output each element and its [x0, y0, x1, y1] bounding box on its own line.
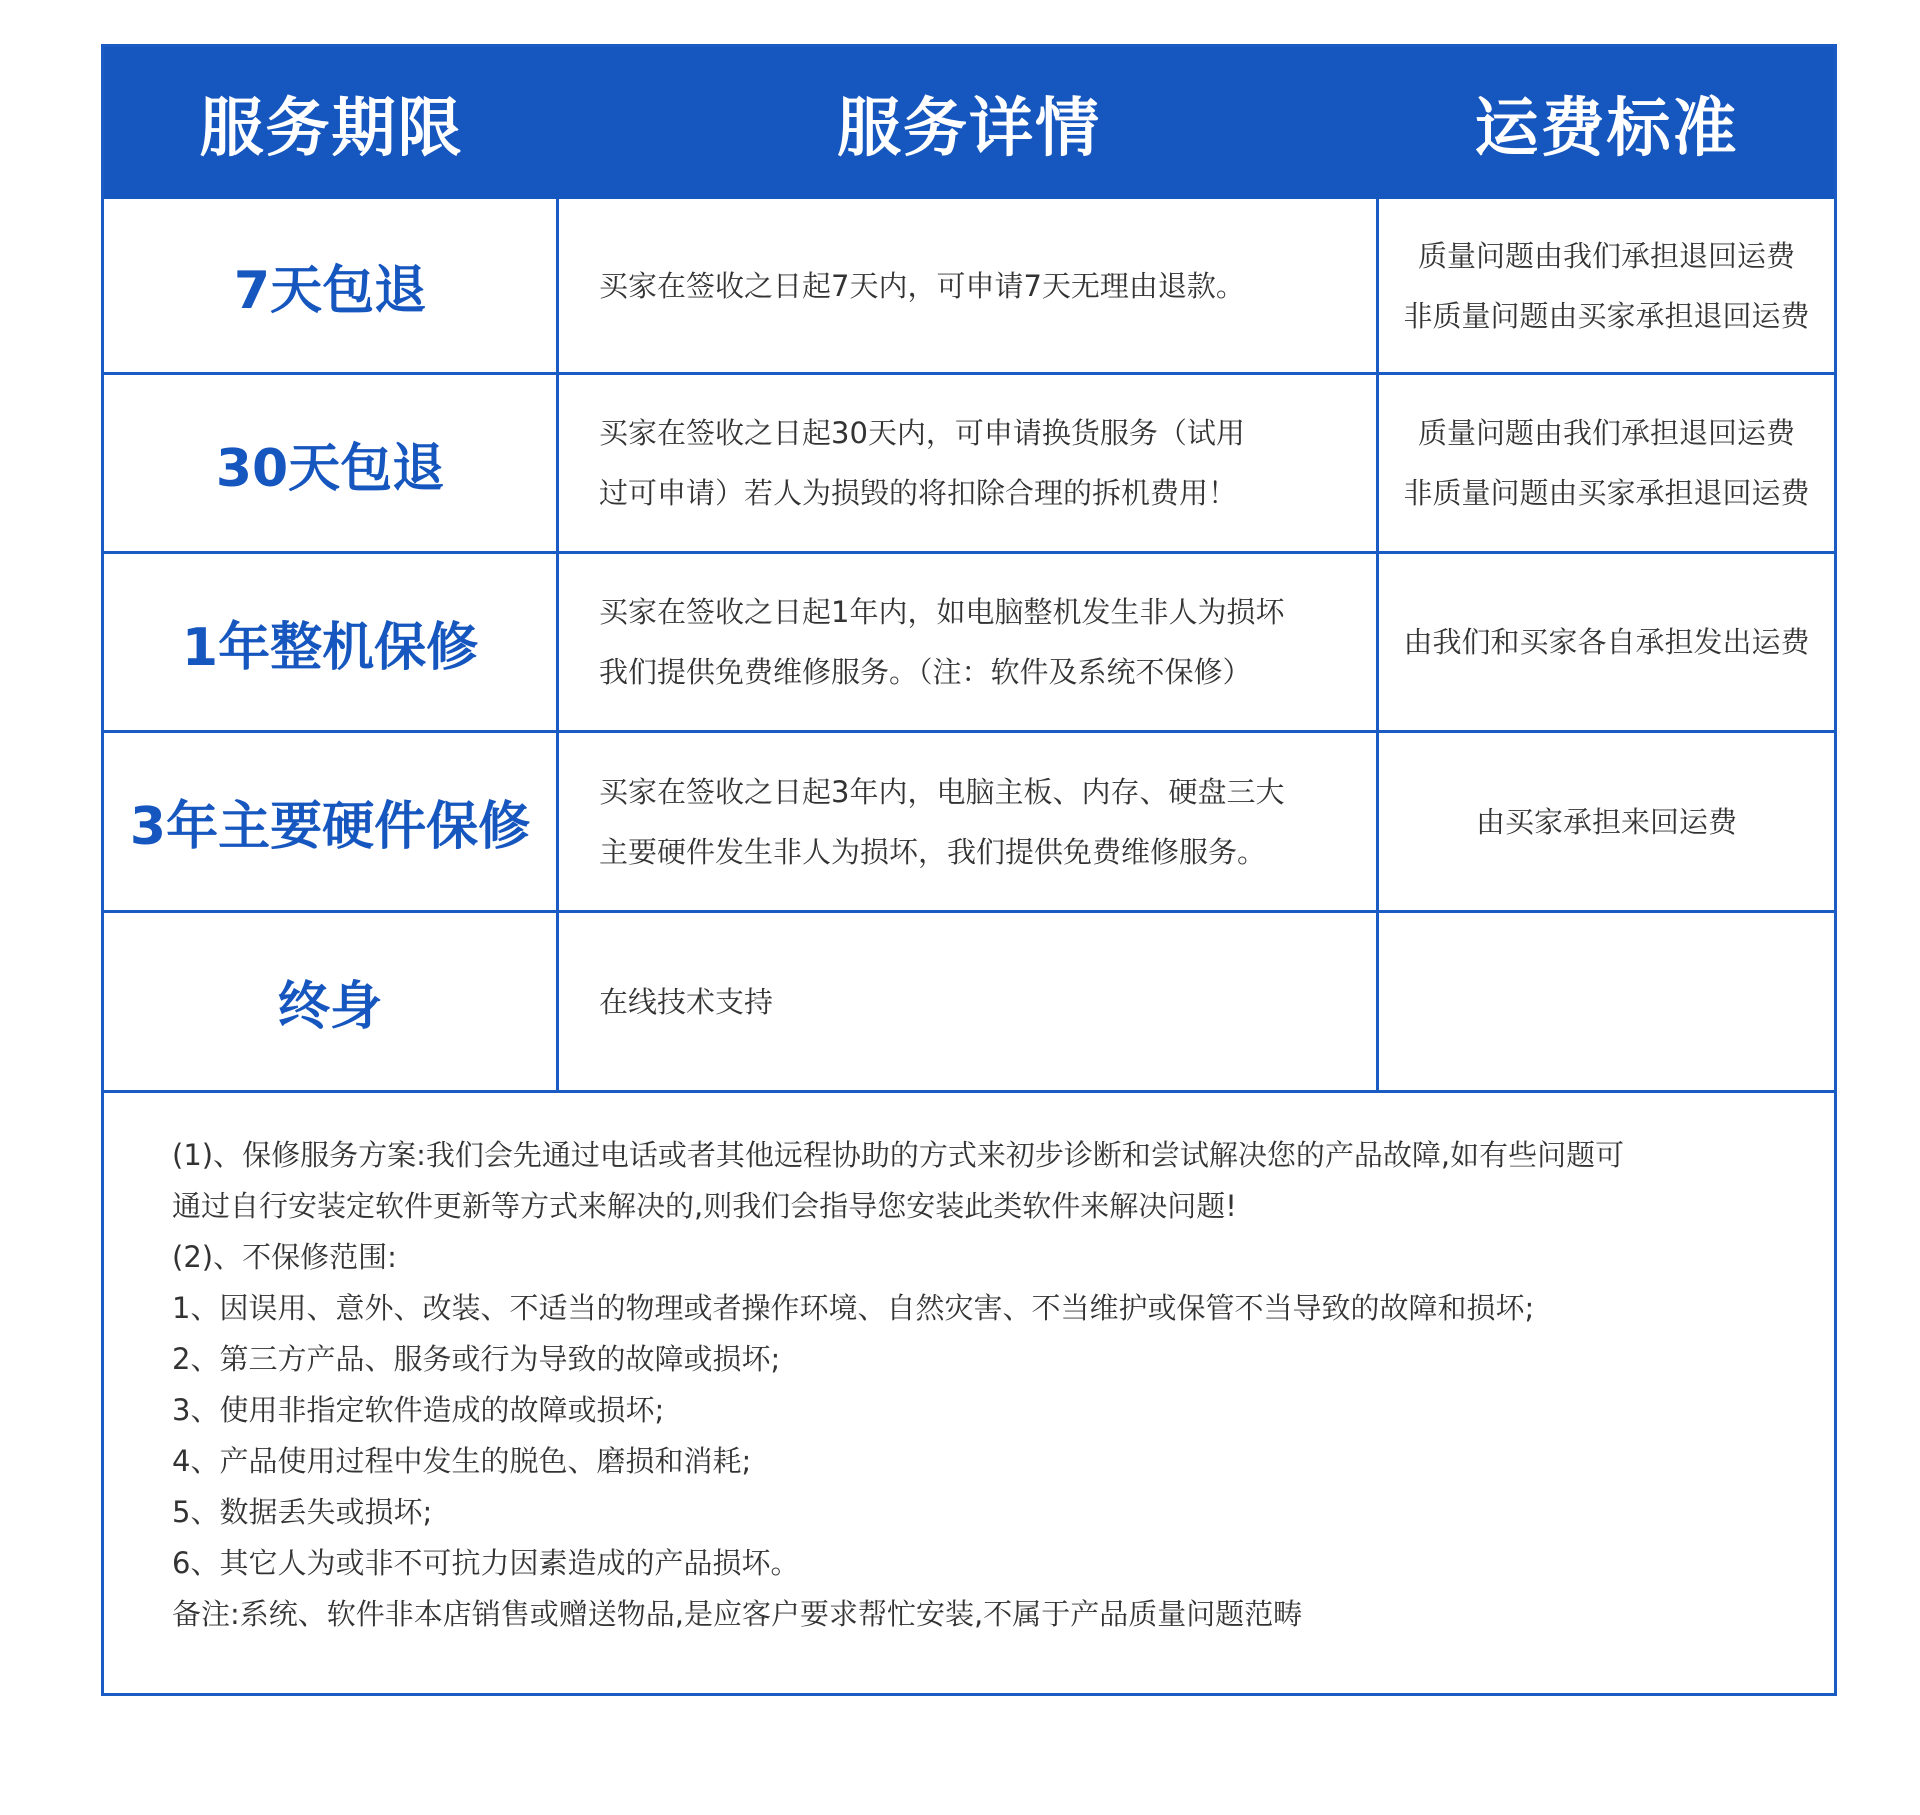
- header-shipping-standard: 运费标准: [1474, 92, 1739, 166]
- note-line: (2)、不保修范围:: [172, 1240, 397, 1274]
- shipping-cell: [1379, 199, 1834, 372]
- table-row-30-day-return: [104, 375, 1834, 554]
- table-row-3-year-hardware-warranty: [104, 733, 1834, 913]
- shipping-line: 非质量问题由买家承担退回运费: [1403, 298, 1810, 333]
- note-line: 备注:系统、软件非本店销售或赠送物品,是应客户要求帮忙安装,不属于产品质量问题范畴: [172, 1597, 1303, 1631]
- detail-line: 我们提供免费维修服务。（注：软件及系统不保修）: [599, 655, 1252, 689]
- detail-cell: [559, 554, 1379, 730]
- note-line: (1)、保修服务方案:我们会先通过电话或者其他远程协助的方式来初步诊断和尝试解决您的产品故障,如有些问题可: [172, 1138, 1625, 1172]
- service-table-panel: [101, 44, 1837, 1696]
- detail-line: 在线技术支持: [599, 984, 774, 1019]
- term-cell: 30天包退: [104, 375, 559, 551]
- term-cell: 终身: [104, 913, 559, 1090]
- detail-line: 过可申请）若人为损毁的将扣除合理的拆机费用！: [599, 476, 1238, 510]
- shipping-line: 由买家承担来回运费: [1475, 804, 1737, 839]
- detail-cell: [559, 375, 1379, 551]
- table-body: [104, 199, 1834, 1093]
- shipping-cell: [1379, 375, 1834, 551]
- table-header: [104, 47, 1834, 199]
- note-line: 3、使用非指定软件造成的故障或损坏;: [172, 1393, 665, 1427]
- detail-line: 主要硬件发生非人为损坏，我们提供免费维修服务。: [599, 834, 1267, 869]
- note-line: 4、产品使用过程中发生的脱色、磨损和消耗;: [172, 1444, 752, 1478]
- detail-line: 买家在签收之日起30天内，可申请换货服务（试用: [599, 416, 1245, 450]
- shipping-line: 质量问题由我们承担退回运费: [1417, 416, 1795, 450]
- detail-cell: [559, 733, 1379, 910]
- table-row-1-year-warranty: [104, 554, 1834, 733]
- shipping-line: 质量问题由我们承担退回运费: [1417, 238, 1795, 273]
- table-row-7-day-return: [104, 199, 1834, 375]
- shipping-line: 非质量问题由买家承担退回运费: [1403, 476, 1810, 510]
- note-line: 6、其它人为或非不可抗力因素造成的产品损坏。: [172, 1546, 800, 1580]
- shipping-cell: [1379, 554, 1834, 730]
- term-cell: 1年整机保修: [104, 554, 559, 730]
- note-line: 2、第三方产品、服务或行为导致的故障或损坏;: [172, 1342, 781, 1376]
- warranty-notes: [172, 1130, 1792, 1640]
- term-cell: 7天包退: [104, 199, 559, 372]
- shipping-cell: [1379, 733, 1834, 910]
- shipping-line: 由我们和买家各自承担发出运费: [1403, 625, 1810, 659]
- shipping-cell-empty: [1379, 913, 1834, 1090]
- header-service-detail: 服务详情: [837, 92, 1101, 166]
- detail-line: 买家在签收之日起3年内，电脑主板、内存、硬盘三大: [599, 774, 1285, 809]
- note-line: 通过自行安装定软件更新等方式来解决的,则我们会指导您安装此类软件来解决问题!: [172, 1189, 1237, 1223]
- note-line: 5、数据丢失或损坏;: [172, 1495, 433, 1529]
- detail-line: 买家在签收之日起1年内，如电脑整机发生非人为损坏: [599, 595, 1285, 629]
- header-service-term: 服务期限: [199, 92, 464, 166]
- table-row-lifetime: [104, 913, 1834, 1093]
- term-cell: 3年主要硬件保修: [104, 733, 559, 910]
- detail-cell: [559, 913, 1379, 1090]
- detail-cell: [559, 199, 1379, 372]
- note-line: 1、因误用、意外、改装、不适当的物理或者操作环境、自然灾害、不当维护或保管不当导致的故障和损坏;: [172, 1291, 1535, 1325]
- detail-line: 买家在签收之日起7天内，可申请7天无理由退款。: [599, 268, 1245, 303]
